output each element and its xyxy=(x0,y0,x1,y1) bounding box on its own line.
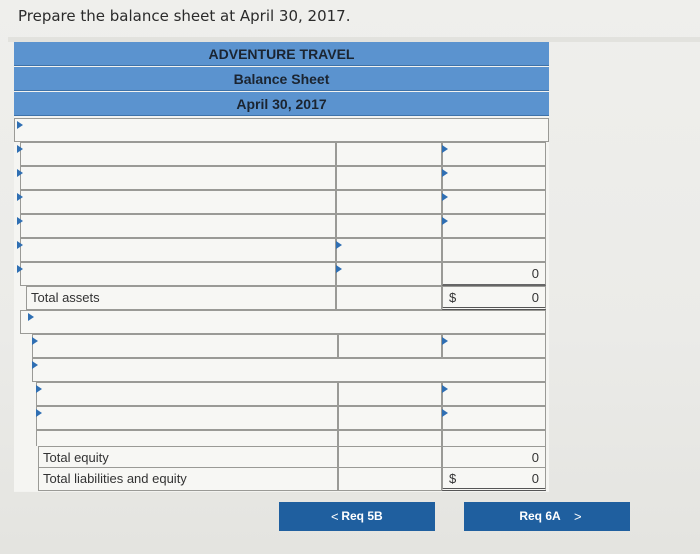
statement-title-header: Balance Sheet xyxy=(14,67,549,91)
company-name-header: ADVENTURE TRAVEL xyxy=(14,42,549,66)
dropdown-marker-icon xyxy=(442,145,448,153)
asset-subtotal-row xyxy=(14,262,549,286)
dropdown-marker-icon xyxy=(17,217,23,225)
dropdown-marker-icon xyxy=(336,265,342,273)
amount-input[interactable] xyxy=(442,334,546,358)
dropdown-marker-icon xyxy=(336,241,342,249)
asset-row xyxy=(14,238,549,262)
prev-req-button[interactable] xyxy=(279,502,435,531)
liability-row xyxy=(14,334,549,358)
dropdown-marker-icon xyxy=(442,193,448,201)
account-dropdown[interactable] xyxy=(36,382,338,406)
currency-symbol: $ xyxy=(449,471,457,486)
amount-input[interactable] xyxy=(338,382,442,406)
instruction-text: Prepare the balance sheet at April 30, 2017. xyxy=(18,7,351,25)
chevron-left-icon: < xyxy=(331,509,339,524)
total-liabilities-equity-label: Total liabilities and equity xyxy=(38,467,338,491)
dropdown-marker-icon xyxy=(17,145,23,153)
total-liabilities-equity-row xyxy=(14,467,549,491)
total-assets-label: Total assets xyxy=(26,286,336,310)
total-assets-value: 0 xyxy=(531,290,539,305)
amount-input[interactable] xyxy=(338,406,442,430)
section-label-cell[interactable] xyxy=(32,358,546,382)
dropdown-marker-icon xyxy=(36,385,42,393)
dropdown-marker-icon xyxy=(442,409,448,417)
account-dropdown[interactable] xyxy=(20,262,336,286)
account-dropdown[interactable] xyxy=(20,190,336,214)
dropdown-marker-icon xyxy=(442,337,448,345)
account-dropdown[interactable] xyxy=(20,142,336,166)
asset-row xyxy=(14,142,549,166)
assets-section-label-cell[interactable] xyxy=(14,118,549,142)
amount-input[interactable] xyxy=(442,142,546,166)
amount-input[interactable] xyxy=(442,238,546,262)
account-dropdown[interactable] xyxy=(20,238,336,262)
amount-input[interactable] xyxy=(336,166,442,190)
equity-row xyxy=(14,382,549,406)
chevron-right-icon: > xyxy=(574,509,582,524)
total-liabilities-equity-value: 0 xyxy=(531,471,539,486)
assets-section-row xyxy=(14,118,549,142)
amount-input[interactable] xyxy=(336,142,442,166)
dropdown-marker-icon xyxy=(36,409,42,417)
amount-input[interactable] xyxy=(442,214,546,238)
next-req-button[interactable] xyxy=(464,502,630,531)
asset-row xyxy=(14,166,549,190)
total-equity-value: 0 xyxy=(442,446,546,470)
amount-input[interactable] xyxy=(338,334,442,358)
amount-input xyxy=(338,467,442,491)
next-req-label: Req 6A xyxy=(519,509,561,523)
equity-row xyxy=(14,406,549,430)
amount-input[interactable] xyxy=(336,190,442,214)
liabilities-section-row xyxy=(14,310,549,334)
total-equity-label: Total equity xyxy=(38,446,338,470)
total-liabilities-equity-amount xyxy=(442,467,546,491)
currency-symbol: $ xyxy=(449,290,457,305)
asset-subtotal-value: 0 xyxy=(442,262,546,286)
dropdown-marker-icon xyxy=(17,193,23,201)
dropdown-marker-icon xyxy=(32,361,38,369)
section-label-cell[interactable] xyxy=(20,310,546,334)
dropdown-marker-icon xyxy=(442,385,448,393)
dropdown-marker-icon xyxy=(442,217,448,225)
amount-input[interactable] xyxy=(336,214,442,238)
amount-input[interactable] xyxy=(336,238,442,262)
amount-input xyxy=(336,286,442,310)
statement-date-header: April 30, 2017 xyxy=(14,92,549,116)
dropdown-marker-icon xyxy=(17,241,23,249)
total-assets-amount xyxy=(442,286,546,310)
amount-input[interactable] xyxy=(442,382,546,406)
dropdown-marker-icon xyxy=(17,265,23,273)
amount-input[interactable] xyxy=(336,262,442,286)
dropdown-marker-icon xyxy=(442,169,448,177)
account-dropdown[interactable] xyxy=(32,334,338,358)
total-assets-row xyxy=(14,286,549,310)
account-dropdown[interactable] xyxy=(36,406,338,430)
asset-row xyxy=(14,190,549,214)
amount-input[interactable] xyxy=(442,190,546,214)
dropdown-marker-icon xyxy=(17,121,23,129)
amount-input[interactable] xyxy=(442,166,546,190)
amount-input[interactable] xyxy=(442,406,546,430)
equity-section-row xyxy=(14,358,549,382)
dropdown-marker-icon xyxy=(17,169,23,177)
asset-row xyxy=(14,214,549,238)
dropdown-marker-icon xyxy=(28,313,34,321)
dropdown-marker-icon xyxy=(32,337,38,345)
account-dropdown[interactable] xyxy=(20,166,336,190)
prev-req-label: Req 5B xyxy=(341,509,383,523)
account-dropdown[interactable] xyxy=(20,214,336,238)
